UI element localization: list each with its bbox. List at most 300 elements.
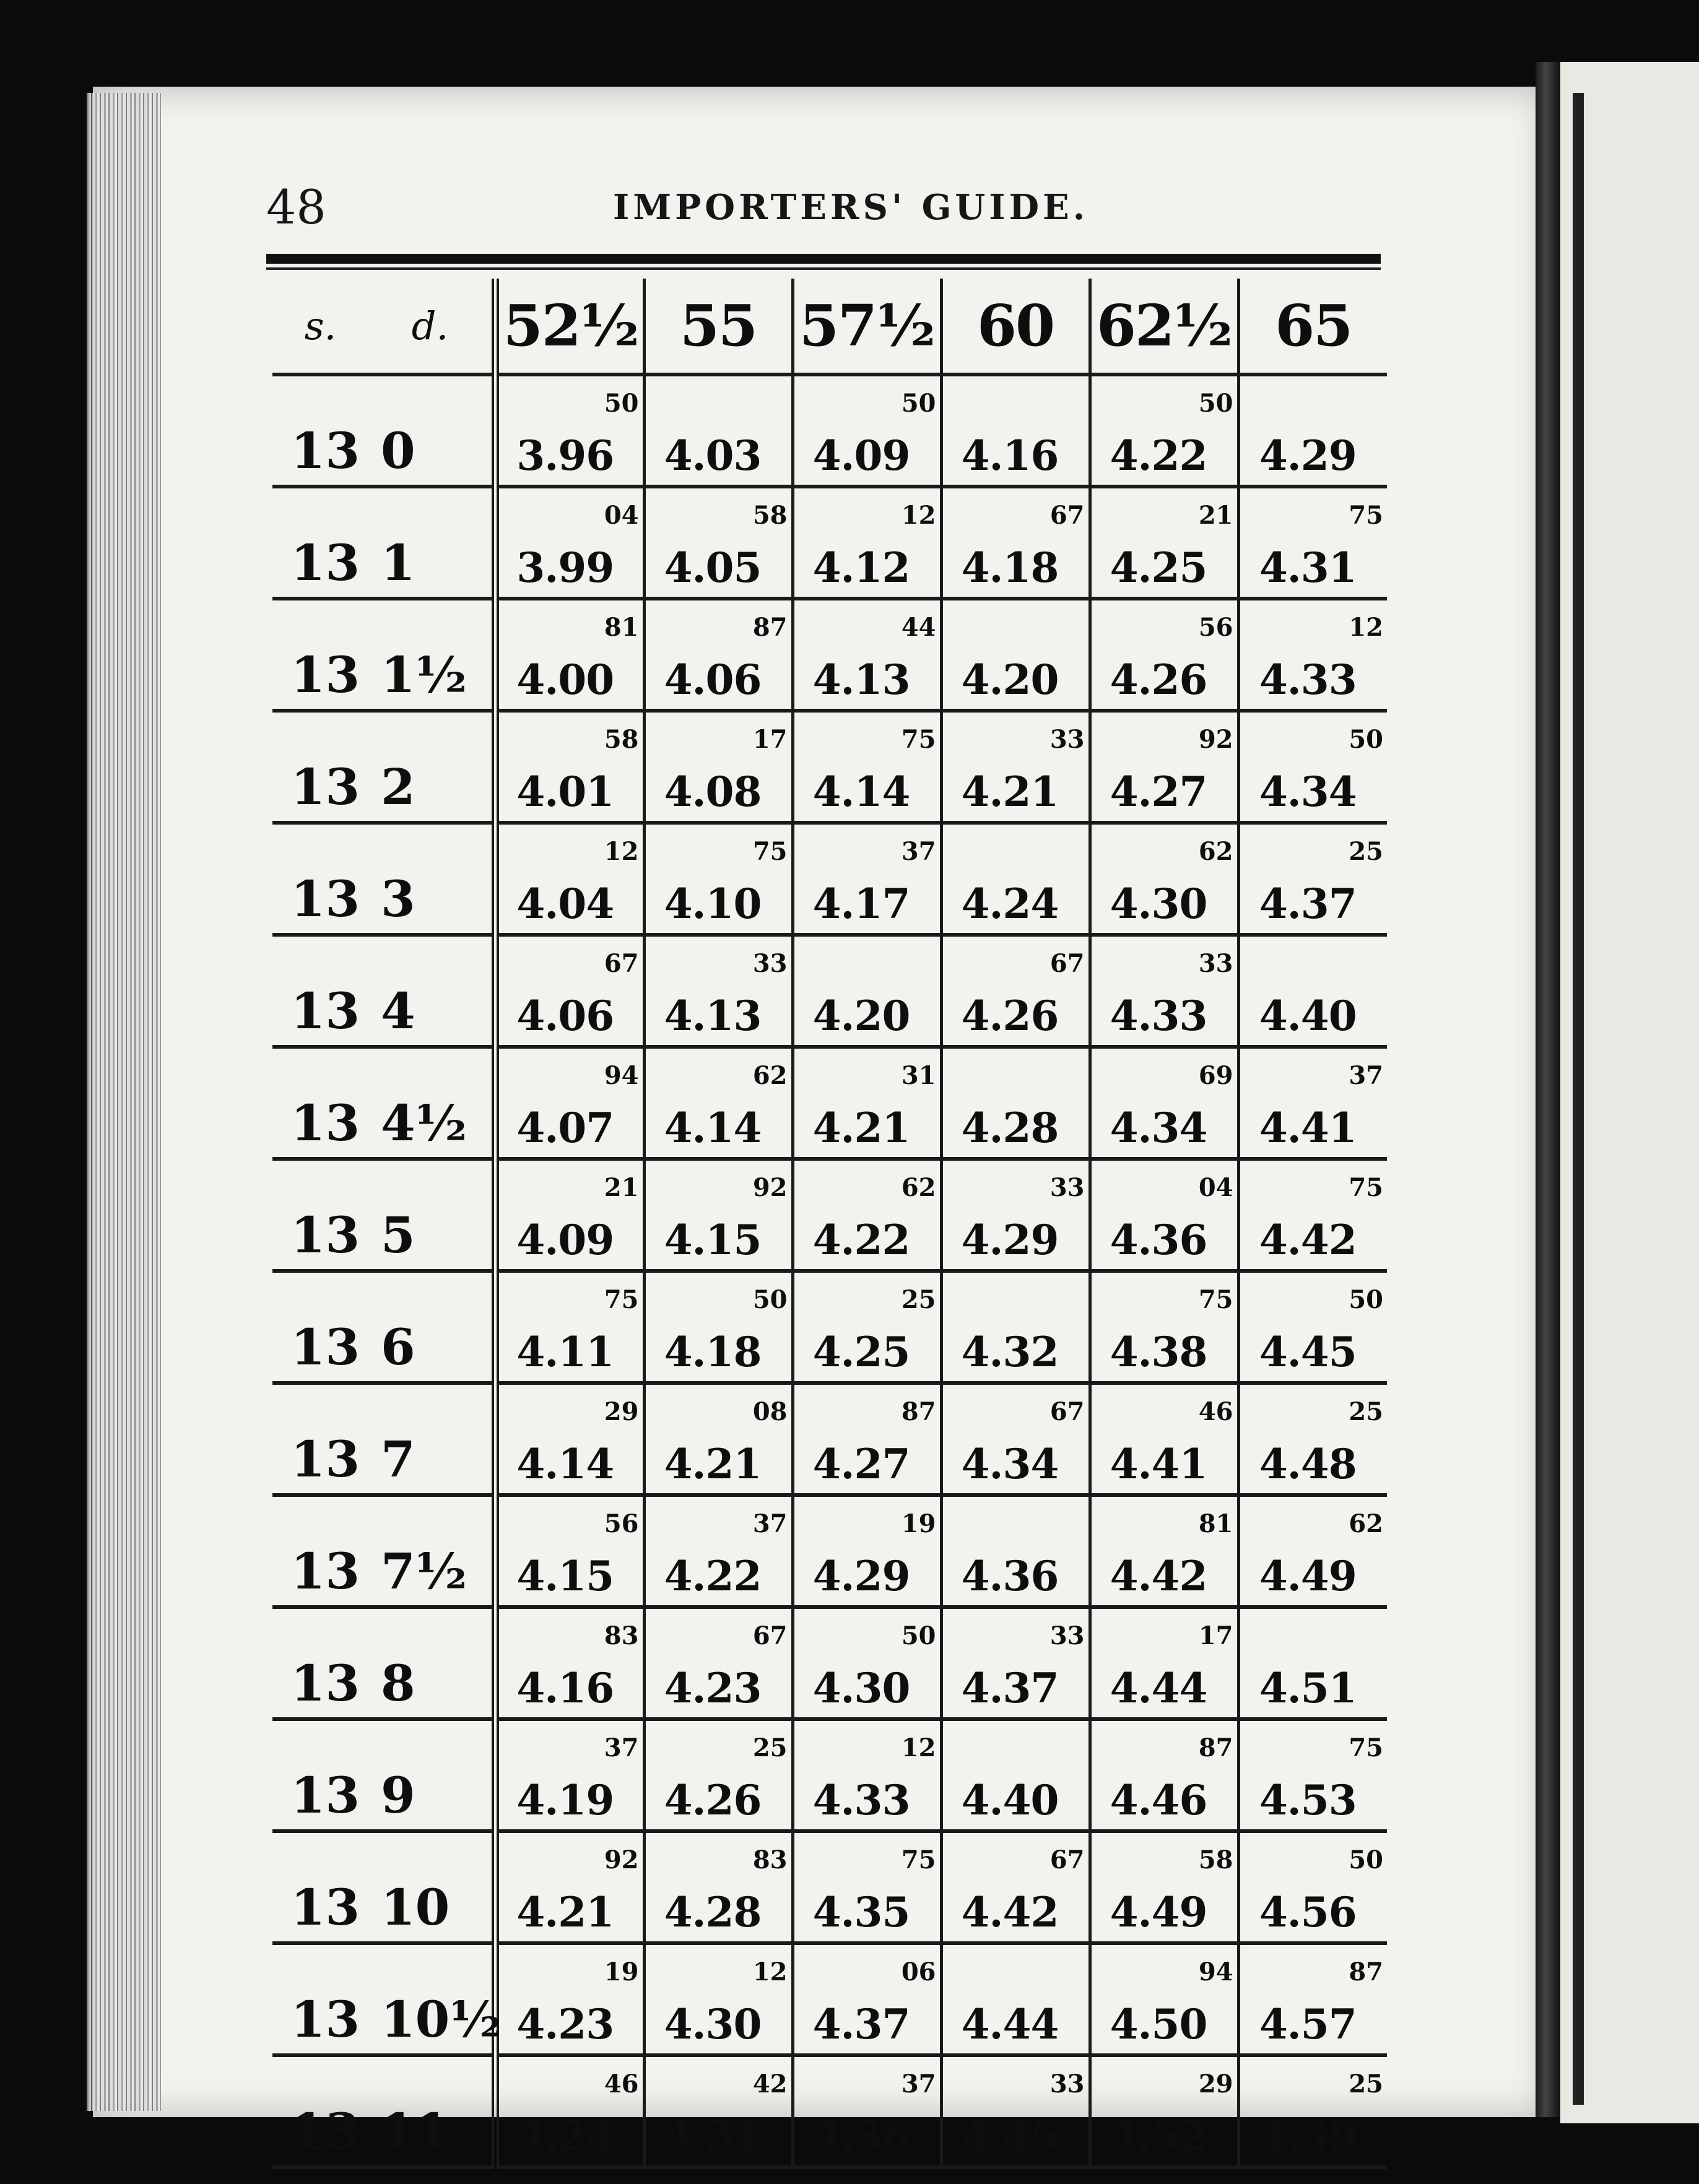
cell-fraction: 67 (752, 1621, 788, 1650)
table-row (272, 1159, 1387, 1271)
pence-cell: 3 (368, 823, 495, 935)
cell-value: 4.33 (1259, 656, 1357, 704)
rate-cell (644, 823, 793, 935)
cell-fraction: 62 (901, 1173, 936, 1202)
cell-fraction: 42 (752, 2069, 788, 2099)
cell-fraction: 33 (752, 949, 788, 978)
rate-cell (941, 823, 1090, 935)
cell-fraction: 08 (752, 1397, 788, 1426)
shillings-cell: 13 (272, 599, 368, 711)
rate-cell (644, 1719, 793, 1831)
cell-fraction: 44 (901, 613, 936, 642)
cell-value: 4.22 (664, 1552, 762, 1600)
table-row (272, 1047, 1387, 1159)
cell-value: 4.28 (961, 1104, 1059, 1152)
cell-fraction: 58 (752, 501, 788, 530)
cell-value: 4.41 (1259, 1104, 1357, 1152)
shillings-cell: 13 (272, 1943, 368, 2055)
cell-value: 4.26 (664, 1776, 762, 1824)
cell-value: 4.14 (516, 1440, 614, 1488)
cell-fraction: 56 (1198, 613, 1233, 642)
cell-fraction: 21 (604, 1173, 639, 1202)
rate-cell (1090, 2055, 1238, 2167)
rate-cell (793, 1159, 941, 1271)
cell-value: 4.00 (516, 656, 614, 704)
cell-fraction: 75 (1349, 1173, 1383, 1202)
cell-value: 4.09 (812, 431, 910, 480)
rate-cell (495, 1271, 644, 1383)
cell-fraction: 25 (1349, 837, 1383, 866)
cell-fraction: 50 (901, 389, 936, 418)
rate-cell (941, 711, 1090, 823)
book-gutter (1536, 62, 1560, 2117)
cell-value: 4.29 (812, 1552, 910, 1600)
cell-fraction: 33 (1049, 1621, 1085, 1650)
cell-fraction: 87 (901, 1397, 936, 1426)
cell-value: 4.09 (516, 1216, 614, 1264)
rate-cell (644, 1495, 793, 1607)
rate-cell (941, 487, 1090, 599)
cell-fraction: 94 (1198, 1957, 1233, 1987)
pence-cell: 7½ (368, 1495, 495, 1607)
rate-cell (941, 1495, 1090, 1607)
rate-cell (644, 1943, 793, 2055)
rate-cell (793, 1607, 941, 1719)
rate-cell (941, 375, 1090, 487)
cell-value: 4.13 (664, 992, 762, 1040)
rate-header: 62½ (1090, 279, 1238, 375)
rate-cell (495, 1159, 644, 1271)
shillings-cell: 13 (272, 1719, 368, 1831)
rate-cell (793, 487, 941, 599)
rate-cell (495, 935, 644, 1047)
cell-fraction: 29 (1198, 2069, 1233, 2099)
cell-value: 4.30 (1110, 880, 1207, 928)
rate-cell (793, 1719, 941, 1831)
rate-header: 65 (1238, 279, 1387, 375)
rate-cell (1238, 935, 1387, 1047)
cell-fraction: 87 (1349, 1957, 1383, 1987)
cell-fraction: 29 (604, 1397, 639, 1426)
cell-value: 4.15 (664, 1216, 762, 1264)
shillings-cell: 13 (272, 2055, 368, 2167)
page-edge-stack (87, 93, 161, 2111)
cell-value: 4.29 (1259, 431, 1357, 480)
cell-value: 4.30 (812, 1664, 910, 1712)
cell-fraction: 75 (1198, 1285, 1233, 1314)
cell-value: 4.28 (664, 1888, 762, 1936)
cell-value: 4.36 (1110, 1216, 1207, 1264)
rate-cell (644, 2055, 793, 2167)
cell-value: 4.42 (1110, 1552, 1207, 1600)
rate-cell (941, 1943, 1090, 2055)
rate-cell (1090, 1943, 1238, 2055)
cell-value: 4.24 (961, 880, 1059, 928)
cell-value: 4.44 (1110, 1664, 1207, 1712)
rate-cell (1238, 1159, 1387, 1271)
rate-cell (495, 1047, 644, 1159)
cell-value: 4.49 (1259, 1552, 1357, 1600)
cell-fraction: 67 (1049, 949, 1085, 978)
conversion-table (272, 279, 1387, 2169)
pence-cell: 6 (368, 1271, 495, 1383)
rate-cell (644, 711, 793, 823)
rate-cell (495, 711, 644, 823)
cell-fraction: 75 (752, 837, 788, 866)
pence-cell: 5 (368, 1159, 495, 1271)
rate-cell (793, 1383, 941, 1495)
cell-fraction: 56 (604, 1509, 639, 1538)
pence-cell: 1 (368, 487, 495, 599)
rate-header: 57½ (793, 279, 941, 375)
table-row (272, 935, 1387, 1047)
rate-cell (644, 599, 793, 711)
cell-value: 4.16 (961, 431, 1059, 480)
cell-fraction: 37 (901, 837, 936, 866)
facing-page-edge (1573, 93, 1584, 2105)
rate-cell (1238, 1719, 1387, 1831)
cell-value: 4.50 (1110, 2000, 1207, 2048)
pence-cell: 1½ (368, 599, 495, 711)
shillings-cell: 13 (272, 375, 368, 487)
rate-cell (1238, 1831, 1387, 1943)
rate-cell (644, 1047, 793, 1159)
cell-fraction: 92 (1198, 725, 1233, 754)
table-row (272, 1383, 1387, 1495)
table-row (272, 711, 1387, 823)
cell-value: 4.22 (1110, 431, 1207, 480)
rate-cell (941, 1607, 1090, 1719)
cell-value: 4.45 (961, 2112, 1059, 2160)
cell-fraction: 81 (604, 613, 639, 642)
rate-cell (644, 1159, 793, 1271)
cell-value: 4.44 (961, 2000, 1059, 2048)
rate-cell (495, 1383, 644, 1495)
rate-cell (495, 2055, 644, 2167)
cell-value: 4.40 (1259, 992, 1357, 1040)
rate-cell (1238, 375, 1387, 487)
rate-cell (1090, 1271, 1238, 1383)
table-row (272, 599, 1387, 711)
cell-value: 4.01 (516, 768, 614, 816)
cell-fraction: 83 (752, 1845, 788, 1874)
cell-fraction: 31 (901, 1061, 936, 1090)
cell-fraction: 19 (604, 1957, 639, 1987)
cell-value: 4.23 (664, 1664, 762, 1712)
cell-fraction: 69 (1198, 1061, 1233, 1090)
pence-cell: 4½ (368, 1047, 495, 1159)
table-row (272, 1271, 1387, 1383)
cell-value: 3.96 (516, 431, 614, 480)
rate-cell (1090, 1383, 1238, 1495)
shillings-cell: 13 (272, 1383, 368, 1495)
cell-fraction: 87 (1198, 1733, 1233, 1762)
shillings-cell: 13 (272, 823, 368, 935)
cell-value: 4.33 (812, 1776, 910, 1824)
cell-value: 4.24 (516, 2112, 614, 2160)
cell-value: 4.26 (1110, 656, 1207, 704)
rate-cell (1238, 1495, 1387, 1607)
rate-cell (644, 1271, 793, 1383)
cell-value: 4.34 (1110, 1104, 1207, 1152)
rate-cell (793, 599, 941, 711)
cell-value: 4.56 (1259, 1888, 1357, 1936)
pence-cell: 11 (368, 2055, 495, 2167)
cell-value: 4.03 (664, 431, 762, 480)
table-row (272, 823, 1387, 935)
cell-fraction: 50 (1349, 1845, 1383, 1874)
pence-cell: 4 (368, 935, 495, 1047)
cell-fraction: 67 (1049, 1397, 1085, 1426)
rate-cell (495, 1607, 644, 1719)
cell-value: 4.38 (1110, 1328, 1207, 1376)
table-row (272, 375, 1387, 487)
pence-cell: 8 (368, 1607, 495, 1719)
running-head: IMPORTERS' GUIDE. (613, 187, 1089, 228)
cell-fraction: 33 (1049, 2069, 1085, 2099)
cell-value: 4.06 (664, 656, 762, 704)
cell-value: 4.45 (1259, 1328, 1357, 1376)
cell-fraction: 04 (1198, 1173, 1233, 1202)
cell-fraction: 75 (1349, 1733, 1383, 1762)
shillings-cell: 13 (272, 1159, 368, 1271)
rate-cell (1090, 1495, 1238, 1607)
rate-cell (495, 1943, 644, 2055)
cell-fraction: 50 (901, 1621, 936, 1650)
cell-value: 4.08 (664, 768, 762, 816)
cell-fraction: 58 (1198, 1845, 1233, 1874)
cell-value: 4.33 (1110, 992, 1207, 1040)
rate-cell (941, 1831, 1090, 1943)
rate-cell (495, 487, 644, 599)
rate-cell (1238, 711, 1387, 823)
cell-value: 4.52 (1110, 2112, 1207, 2160)
cell-value: 4.21 (664, 1440, 762, 1488)
cell-fraction: 25 (1349, 1397, 1383, 1426)
cell-fraction: 12 (901, 1733, 936, 1762)
rate-cell (495, 599, 644, 711)
cell-value: 4.35 (812, 1888, 910, 1936)
cell-value: 4.40 (961, 1776, 1059, 1824)
shillings-cell: 13 (272, 1047, 368, 1159)
rate-cell (941, 1271, 1090, 1383)
rate-cell (1090, 1159, 1238, 1271)
shillings-cell: 13 (272, 1831, 368, 1943)
table-row (272, 1495, 1387, 1607)
cell-value: 4.42 (1259, 1216, 1357, 1264)
cell-value: 4.57 (1259, 2000, 1357, 2048)
rate-cell (941, 935, 1090, 1047)
rate-cell (1238, 2055, 1387, 2167)
rate-cell (495, 1831, 644, 1943)
cell-value: 4.49 (1110, 1888, 1207, 1936)
cell-fraction: 33 (1049, 1173, 1085, 1202)
rate-cell (495, 1719, 644, 1831)
cell-value: 4.31 (1259, 544, 1357, 592)
cell-value: 4.23 (516, 2000, 614, 2048)
rate-cell (793, 711, 941, 823)
cell-fraction: 04 (604, 501, 639, 530)
cell-value: 4.05 (664, 544, 762, 592)
rate-cell (1090, 823, 1238, 935)
table-row (272, 1831, 1387, 1943)
cell-fraction: 37 (901, 2069, 936, 2099)
cell-value: 4.21 (961, 768, 1059, 816)
cell-value: 4.31 (664, 2112, 762, 2160)
cell-value: 4.21 (812, 1104, 910, 1152)
cell-fraction: 87 (752, 613, 788, 642)
cell-value: 4.29 (961, 1216, 1059, 1264)
cell-fraction: 50 (1198, 389, 1233, 418)
rate-cell (1090, 711, 1238, 823)
rate-cell (1238, 823, 1387, 935)
rate-cell (1090, 599, 1238, 711)
header-rule (266, 254, 1381, 264)
cell-value: 4.37 (1259, 880, 1357, 928)
rate-cell (941, 2055, 1090, 2167)
rate-cell (941, 599, 1090, 711)
rate-cell (644, 1607, 793, 1719)
cell-value: 4.04 (516, 880, 614, 928)
rate-cell (1090, 1719, 1238, 1831)
cell-fraction: 67 (1049, 1845, 1085, 1874)
cell-value: 4.36 (961, 1552, 1059, 1600)
pence-cell: 9 (368, 1719, 495, 1831)
rate-cell (1238, 1943, 1387, 2055)
pence-cell: 7 (368, 1383, 495, 1495)
pence-cell: 10 (368, 1831, 495, 1943)
rate-cell (1090, 487, 1238, 599)
rate-cell (1090, 1831, 1238, 1943)
cell-fraction: 92 (604, 1845, 639, 1874)
cell-value: 4.53 (1259, 1776, 1357, 1824)
rate-header: 55 (644, 279, 793, 375)
cell-fraction: 62 (1349, 1509, 1383, 1538)
rate-header: 60 (941, 279, 1090, 375)
rate-cell (495, 823, 644, 935)
shillings-cell: 13 (272, 1271, 368, 1383)
cell-fraction: 19 (901, 1509, 936, 1538)
cell-fraction: 12 (901, 501, 936, 530)
cell-value: 4.14 (664, 1104, 762, 1152)
cell-value: 4.26 (961, 992, 1059, 1040)
cell-value: 4.32 (961, 1328, 1059, 1376)
cell-fraction: 58 (604, 725, 639, 754)
cell-fraction: 17 (752, 725, 788, 754)
pence-cell: 2 (368, 711, 495, 823)
cell-value: 4.51 (1259, 1664, 1357, 1712)
cell-value: 4.42 (961, 1888, 1059, 1936)
cell-fraction: 50 (1349, 1285, 1383, 1314)
cell-fraction: 37 (1349, 1061, 1383, 1090)
table-body (272, 375, 1387, 2167)
rate-cell (793, 1047, 941, 1159)
cell-fraction: 94 (604, 1061, 639, 1090)
cell-value: 4.18 (664, 1328, 762, 1376)
cell-fraction: 33 (1049, 725, 1085, 754)
pence-cell: 0 (368, 375, 495, 487)
cell-value: 4.25 (812, 1328, 910, 1376)
rate-cell (1238, 1047, 1387, 1159)
cell-fraction: 25 (1349, 2069, 1383, 2099)
shillings-cell: 13 (272, 1495, 368, 1607)
rate-cell (793, 1943, 941, 2055)
shillings-cell: 13 (272, 487, 368, 599)
rate-cell (793, 1495, 941, 1607)
cell-value: 4.06 (516, 992, 614, 1040)
rate-cell (793, 935, 941, 1047)
rate-cell (941, 1383, 1090, 1495)
cell-value: 4.18 (961, 544, 1059, 592)
cell-fraction: 12 (1349, 613, 1383, 642)
cell-fraction: 12 (604, 837, 639, 866)
rate-cell (1238, 1271, 1387, 1383)
cell-value: 4.38 (812, 2112, 910, 2160)
cell-value: 4.46 (1110, 1776, 1207, 1824)
rate-cell (941, 1159, 1090, 1271)
rate-cell (644, 1831, 793, 1943)
cell-fraction: 17 (1198, 1621, 1233, 1650)
cell-fraction: 37 (604, 1733, 639, 1762)
cell-value: 4.17 (812, 880, 910, 928)
cell-value: 4.20 (812, 992, 910, 1040)
cell-fraction: 62 (1198, 837, 1233, 866)
header-row (272, 279, 1387, 375)
page-header (266, 173, 1381, 241)
cell-value: 4.41 (1110, 1440, 1207, 1488)
cell-fraction: 75 (1349, 501, 1383, 530)
page-number: 48 (266, 180, 326, 235)
cell-value: 4.10 (664, 880, 762, 928)
cell-fraction: 50 (1349, 725, 1383, 754)
cell-value: 4.30 (664, 2000, 762, 2048)
cell-fraction: 06 (901, 1957, 936, 1987)
cell-fraction: 83 (604, 1621, 639, 1650)
cell-value: 4.48 (1259, 1440, 1357, 1488)
rate-cell (495, 375, 644, 487)
rate-cell (793, 823, 941, 935)
cell-value: 4.19 (516, 1776, 614, 1824)
rate-cell (793, 1271, 941, 1383)
header-rule-thin (266, 267, 1381, 270)
cell-fraction: 50 (604, 389, 639, 418)
cell-fraction: 21 (1198, 501, 1233, 530)
cell-value: 4.20 (961, 656, 1059, 704)
rate-cell (793, 375, 941, 487)
rate-header: 52½ (495, 279, 644, 375)
cell-value: 4.12 (812, 544, 910, 592)
table-row (272, 487, 1387, 599)
cell-fraction: 81 (1198, 1509, 1233, 1538)
cell-value: 3.99 (516, 544, 614, 592)
cell-fraction: 62 (752, 1061, 788, 1090)
rate-cell (644, 1383, 793, 1495)
cell-value: 4.34 (961, 1440, 1059, 1488)
rate-cell (495, 1495, 644, 1607)
cell-fraction: 46 (604, 2069, 639, 2099)
table-row (272, 1607, 1387, 1719)
rate-cell (941, 1047, 1090, 1159)
rate-cell (644, 487, 793, 599)
rate-cell (1238, 1607, 1387, 1719)
cell-fraction: 25 (901, 1285, 936, 1314)
rate-cell (793, 2055, 941, 2167)
cell-fraction: 50 (752, 1285, 788, 1314)
rate-cell (644, 935, 793, 1047)
cell-value: 4.13 (812, 656, 910, 704)
cell-value: 4.37 (961, 1664, 1059, 1712)
cell-value: 4.27 (1110, 768, 1207, 816)
